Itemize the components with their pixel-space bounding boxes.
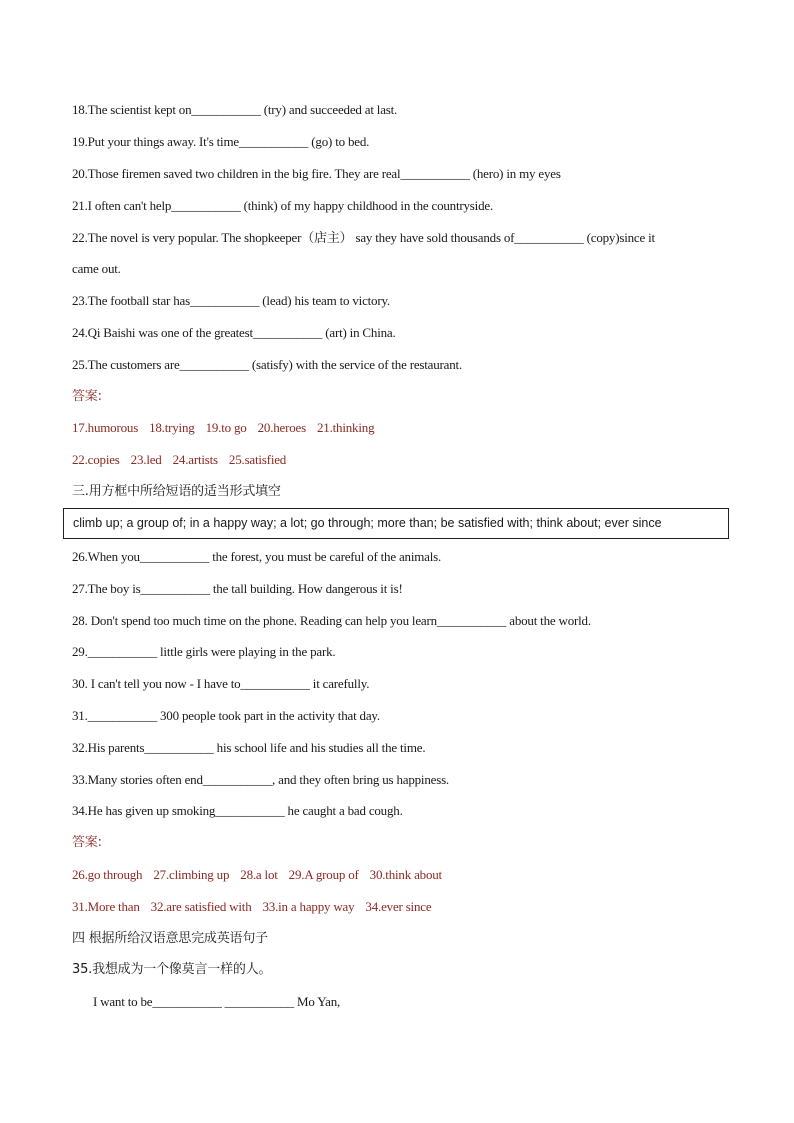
- question-35-chinese: 35.我想成为一个像莫言一样的人。: [72, 962, 272, 977]
- answer-27: 27.climbing up: [153, 867, 230, 882]
- question-32: 32.His parents___________ his school life and his studies all the time.: [72, 740, 426, 755]
- question-18: 18.The scientist kept on___________ (try) and succeeded at last.: [72, 102, 398, 117]
- question-20: 20.Those firemen saved two children in the big fire. They are real___________ (hero) in my eyes: [72, 166, 561, 181]
- question-31: 31.___________ 300 people took part in the activity that day.: [72, 708, 380, 723]
- answer-label: 答案:: [72, 835, 102, 850]
- question-25: 25.The customers are___________ (satisfy) with the service of the restaurant.: [72, 357, 463, 372]
- answer-20: 20.heroes: [257, 420, 306, 435]
- question-29: 29.___________ little girls were playing in the park.: [72, 644, 336, 659]
- question-23: 23.The football star has___________ (lead) his team to victory.: [72, 293, 390, 308]
- question-28: 28. Don't spend too much time on the phone. Reading can help you learn___________ about the world.: [72, 613, 591, 628]
- answer-25: 25.satisfied: [228, 452, 287, 467]
- answers-row: [72, 417, 732, 439]
- question-30: 30. I can't tell you now - I have to___________ it carefully.: [72, 676, 370, 691]
- answer-23: 23.led: [130, 452, 162, 467]
- answer-30: 30.think about: [369, 867, 442, 882]
- answer-19: 19.to go: [205, 420, 247, 435]
- question-34: 34.He has given up smoking___________ he caught a bad cough.: [72, 803, 403, 818]
- answer-28: 28.a lot: [240, 867, 278, 882]
- question-27: 27.The boy is___________ the tall building. How dangerous it is!: [72, 581, 403, 596]
- answers-row: [72, 896, 732, 918]
- answer-31: 31.More than: [72, 899, 140, 914]
- question-26: 26.When you___________ the forest, you must be careful of the animals.: [72, 549, 442, 564]
- answer-34: 34.ever since: [365, 899, 432, 914]
- section-3-title: 三.用方框中所给短语的适当形式填空: [72, 484, 281, 499]
- answer-18: 18.trying: [149, 420, 195, 435]
- answer-24: 24.artists: [172, 452, 218, 467]
- answer-26: 26.go through: [72, 867, 143, 882]
- answer-29: 29.A group of: [288, 867, 359, 882]
- phrase-box: climb up; a group of; in a happy way; a lot; go through; more than; be satisfied with; think about; ever since: [63, 508, 729, 539]
- answers-row: [72, 864, 732, 886]
- answer-17: 17.humorous: [72, 420, 139, 435]
- question-33: 33.Many stories often end___________, and they often bring us happiness.: [72, 772, 449, 787]
- question-35-english: I want to be___________ ___________ Mo Yan,: [93, 994, 341, 1009]
- question-22-continued: came out.: [72, 261, 121, 276]
- answers-row: [72, 449, 732, 471]
- answer-33: 33.in a happy way: [262, 899, 355, 914]
- question-19: 19.Put your things away. It's time___________ (go) to bed.: [72, 134, 370, 149]
- answer-21: 21.thinking: [316, 420, 375, 435]
- answer-22: 22.copies: [72, 452, 120, 467]
- answer-label: 答案:: [72, 389, 102, 404]
- question-24: 24.Qi Baishi was one of the greatest___________ (art) in China.: [72, 325, 396, 340]
- section-4-title: 四 根据所给汉语意思完成英语句子: [72, 931, 268, 946]
- answer-32: 32.are satisfied with: [150, 899, 252, 914]
- question-21: 21.I often can't help___________ (think) of my happy childhood in the countryside.: [72, 198, 493, 213]
- question-22: 22.The novel is very popular. The shopkeeper（店主） say they have sold thousands of___________ (copy)since it: [72, 230, 655, 245]
